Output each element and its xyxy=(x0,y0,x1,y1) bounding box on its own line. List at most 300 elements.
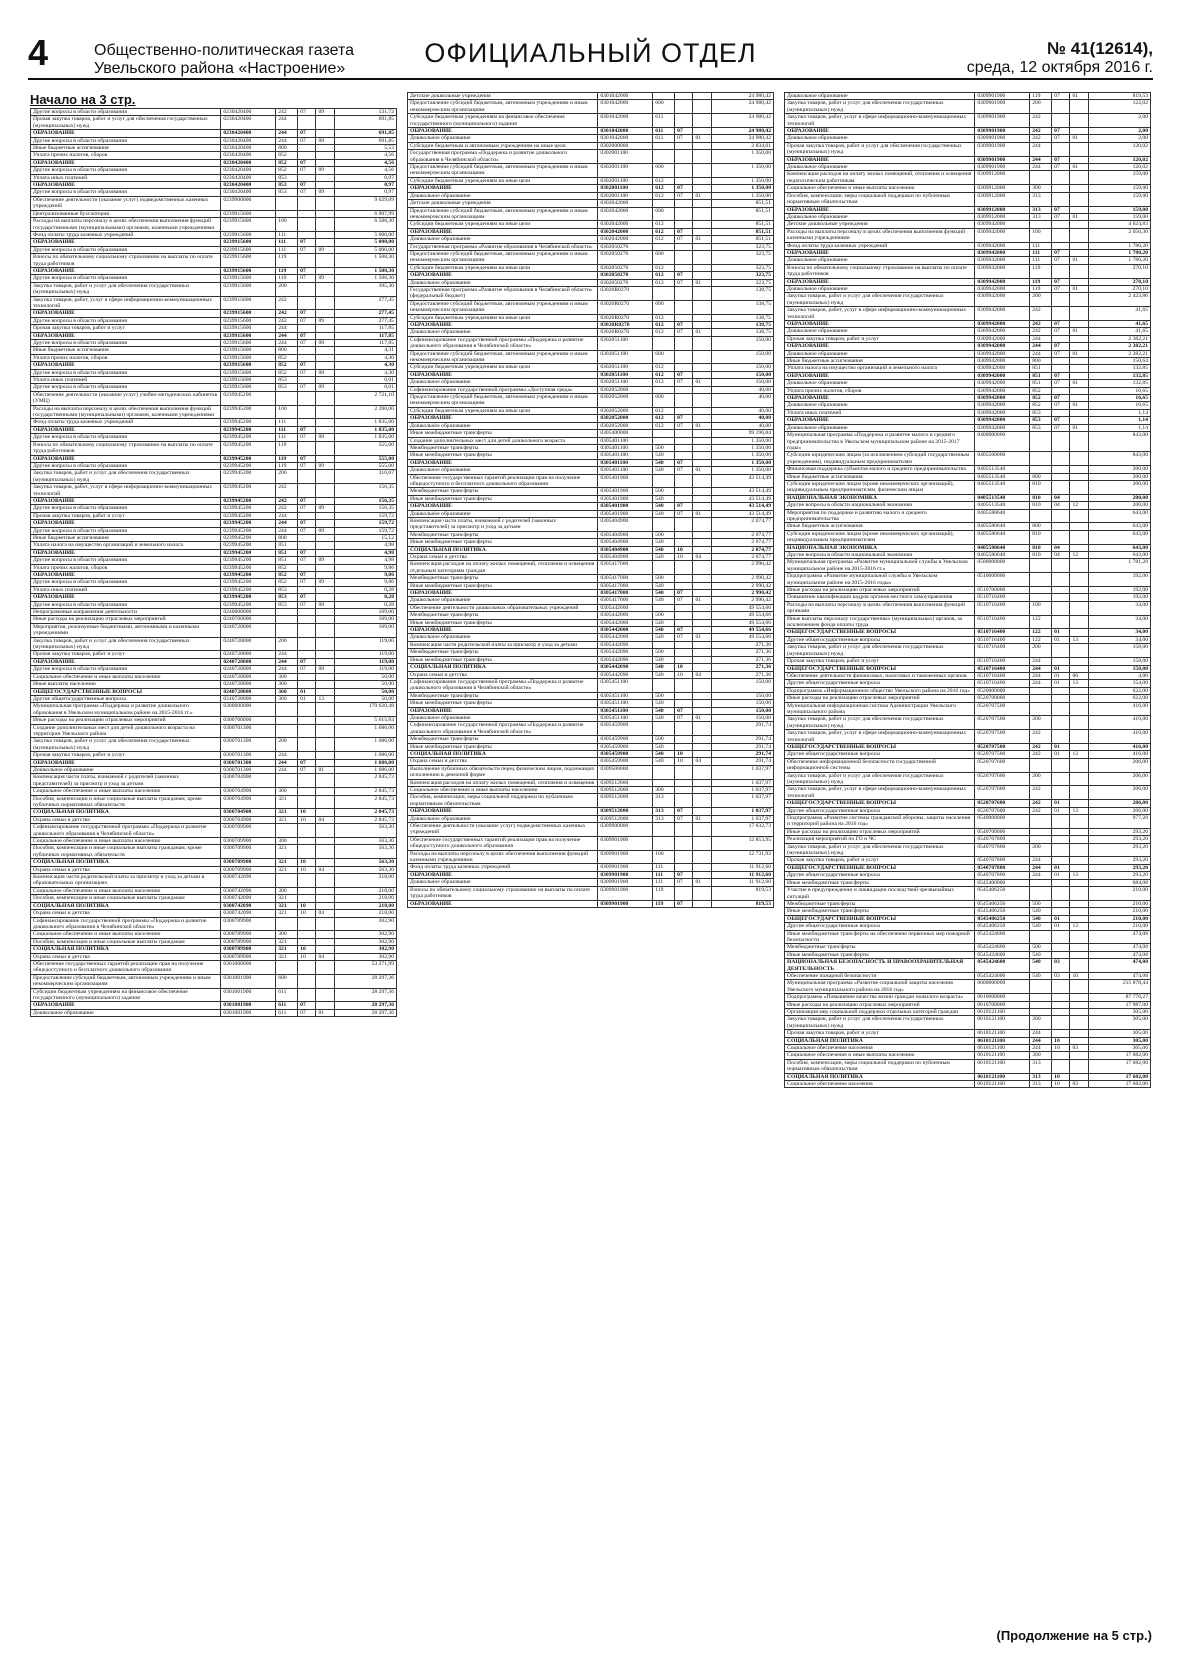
row-amount: 2 990,42 xyxy=(711,561,773,575)
row-amount: 0,01 xyxy=(334,377,396,384)
table-row xyxy=(31,579,397,586)
row-amount: 4 624,83 xyxy=(1088,221,1150,228)
row-code: 540 xyxy=(653,459,675,466)
table-row xyxy=(785,687,1151,694)
row-label: Дошкольное образование xyxy=(408,879,598,886)
row-code: 300 xyxy=(276,838,298,845)
row-code xyxy=(693,539,711,546)
row-amount: 643,00 xyxy=(1088,552,1150,559)
row-code: 313 xyxy=(653,794,675,808)
row-code: 07 xyxy=(298,462,316,469)
table-row xyxy=(785,372,1151,379)
row-label: Иные бюджетные ассигнования xyxy=(785,473,975,480)
row-label: Дошкольное образование xyxy=(408,467,598,474)
row-code: 119 xyxy=(276,462,298,469)
row-amount: 49 554,66 xyxy=(711,627,773,634)
row-label: Обеспечение государственных гарантий реализации прав на получение общедоступного и бесплатного дошкольного образования xyxy=(31,960,221,974)
row-code: 07 xyxy=(675,815,693,822)
table-row xyxy=(408,128,774,135)
table-row xyxy=(785,365,1151,372)
row-code: 244 xyxy=(1030,672,1052,679)
row-amount: 316,07 xyxy=(334,470,396,484)
row-code xyxy=(1070,644,1088,658)
row-label: Охрана семьи и детства xyxy=(31,953,221,960)
row-amount: 1 686,00 xyxy=(334,759,396,766)
row-code: 0405580640 xyxy=(975,523,1030,530)
row-code: 04 xyxy=(693,671,711,678)
table-row xyxy=(408,250,774,264)
row-code: 09 xyxy=(316,505,334,512)
row-label: Другие вопросы в области образования xyxy=(31,167,221,174)
row-amount: 17 682,00 xyxy=(1088,1081,1150,1088)
row-code: 0240728000 xyxy=(221,658,276,665)
row-code: 0239945200 xyxy=(221,527,276,534)
row-label: ОБРАЗОВАНИЕ xyxy=(31,549,221,556)
row-amount: 122,02 xyxy=(1088,100,1150,114)
row-code xyxy=(316,960,334,974)
row-code: 07 xyxy=(1052,321,1070,328)
table-row xyxy=(785,887,1151,901)
table-row xyxy=(31,902,397,909)
table-row xyxy=(785,185,1151,192)
row-amount: 4,31 xyxy=(334,347,396,354)
table-row xyxy=(785,432,1151,452)
row-code: 0239945200 xyxy=(221,564,276,571)
row-code xyxy=(693,364,711,371)
row-code: 0610121100 xyxy=(975,1073,1030,1080)
row-code: 01 xyxy=(1070,424,1088,431)
row-code xyxy=(1052,114,1070,128)
row-code xyxy=(1052,587,1070,594)
row-code: 540 xyxy=(653,510,675,517)
row-code: 0305404900 xyxy=(598,539,653,546)
row-code: 0305401900 xyxy=(598,510,653,517)
row-code xyxy=(1070,702,1088,716)
row-amount: 24 980,42 xyxy=(711,100,773,114)
row-amount: 0,28 xyxy=(334,594,396,601)
table-row xyxy=(408,743,774,750)
row-amount: 158,00 xyxy=(1088,658,1150,665)
row-code xyxy=(1070,587,1088,594)
row-label: Другие вопросы в области образования xyxy=(31,434,221,441)
row-code xyxy=(316,946,334,953)
row-code: 03020R0270 xyxy=(598,329,653,336)
row-code: 244 xyxy=(1030,335,1052,342)
row-code: 01 xyxy=(693,135,711,142)
row-code xyxy=(1052,908,1070,915)
row-code xyxy=(1052,980,1070,994)
table-row xyxy=(785,658,1151,665)
row-code xyxy=(675,444,693,451)
table-row xyxy=(408,671,774,678)
row-code: 01 xyxy=(693,634,711,641)
row-label: Прочая закупка товаров, работ и услуг xyxy=(31,512,221,519)
table-row xyxy=(31,887,397,894)
row-code xyxy=(1052,530,1070,544)
table-row xyxy=(785,1001,1151,1008)
row-code: 01 xyxy=(693,236,711,243)
row-code: 10 xyxy=(675,554,693,561)
row-code: 0300789900 xyxy=(221,953,276,960)
row-code: 242 xyxy=(1030,800,1052,807)
table-row xyxy=(408,452,774,459)
row-amount: 49 554,66 xyxy=(711,604,773,611)
table-row xyxy=(408,900,774,907)
row-label: Дошкольное образование xyxy=(408,422,598,429)
row-code: 07 xyxy=(675,597,693,604)
row-amount: 40,00 xyxy=(711,415,773,422)
row-code: 852 xyxy=(276,159,298,166)
row-code: 0301001900 xyxy=(221,1002,276,1009)
table-row xyxy=(31,325,397,332)
row-code xyxy=(675,221,693,228)
row-amount: 131,72 xyxy=(334,109,396,116)
row-code: 0540700000 xyxy=(975,828,1030,835)
row-code xyxy=(1052,615,1070,629)
row-code: 200 xyxy=(1030,100,1052,114)
row-code: 0309942000 xyxy=(975,424,1030,431)
row-amount: 200,00 xyxy=(1088,473,1150,480)
row-code xyxy=(693,750,711,757)
row-code: 0309912000 xyxy=(975,171,1030,185)
row-code xyxy=(316,310,334,317)
row-code: 13 xyxy=(1070,751,1088,758)
table-row xyxy=(31,419,397,426)
row-code xyxy=(1052,601,1070,615)
row-code: 321 xyxy=(276,895,298,902)
row-code xyxy=(675,394,693,408)
row-code xyxy=(276,917,298,931)
row-code xyxy=(1052,930,1070,944)
row-label: Другие вопросы в области образования xyxy=(31,601,221,608)
table-row xyxy=(785,672,1151,679)
row-code: 0239945200 xyxy=(221,505,276,512)
row-label: Муниципальная информационная система Администрации Увельского муниципального района xyxy=(785,702,975,716)
table-row xyxy=(408,185,774,192)
row-code: 0520707500 xyxy=(975,702,1030,716)
row-code: 313 xyxy=(1030,1059,1052,1073)
row-code: 244 xyxy=(276,340,298,347)
table-row xyxy=(31,470,397,484)
table-row xyxy=(31,788,397,795)
row-code: 540 xyxy=(653,627,675,634)
row-code: 119 xyxy=(276,455,298,462)
row-code xyxy=(1030,695,1052,702)
row-code: 0302052000 xyxy=(598,422,653,429)
row-label: Обеспечение государственных гарантий реализации прав на получение общедоступного дошкольного образования xyxy=(408,836,598,850)
page-number: 4 xyxy=(28,32,49,73)
row-code: 0230420400 xyxy=(221,130,276,137)
row-code: 0305442090 xyxy=(598,641,653,648)
row-code: 09 xyxy=(316,275,334,282)
table-row xyxy=(31,505,397,512)
row-label: Предоставление субсидий бюджетным, автономным учреждениям и иным некоммерческим организациям xyxy=(408,164,598,178)
row-code: 0305459900 xyxy=(598,736,653,743)
row-code: 111 xyxy=(276,231,298,238)
row-code xyxy=(675,641,693,648)
row-code xyxy=(653,779,675,786)
row-code: 0309901900 xyxy=(975,135,1030,142)
table-row xyxy=(408,634,774,641)
row-code xyxy=(298,681,316,688)
row-code xyxy=(693,430,711,437)
row-code xyxy=(675,678,693,692)
row-code: 0520700000 xyxy=(975,695,1030,702)
row-label: Дошкольное образование xyxy=(408,634,598,641)
row-code xyxy=(693,142,711,149)
row-code: 0301001900 xyxy=(221,1009,276,1016)
table-row xyxy=(785,716,1151,730)
row-code: 01 xyxy=(1070,380,1088,387)
row-code xyxy=(1070,523,1088,530)
row-amount: 132,85 xyxy=(1088,372,1150,379)
row-code xyxy=(1070,228,1088,242)
row-amount: 1 350,00 xyxy=(711,192,773,199)
row-code: 0305401100 xyxy=(598,452,653,459)
row-code: 540 xyxy=(653,750,675,757)
row-code: 10 xyxy=(298,866,316,873)
table-row xyxy=(785,249,1151,256)
table-row xyxy=(31,534,397,541)
row-code: 0545424600 xyxy=(975,959,1030,973)
row-label: Прочая закупка товаров, работ и услуг xyxy=(785,335,975,342)
row-amount: 2 990,42 xyxy=(711,590,773,597)
table-row xyxy=(408,236,774,243)
row-code: 0239915600 xyxy=(221,332,276,339)
row-amount: 416,00 xyxy=(1088,716,1150,730)
row-label: НАЦИОНАЛЬНАЯ ЭКОНОМИКА xyxy=(785,544,975,551)
row-code xyxy=(316,497,334,504)
row-code xyxy=(675,336,693,350)
row-code xyxy=(675,264,693,271)
row-label: ОБРАЗОВАНИЕ xyxy=(408,322,598,329)
row-code xyxy=(675,437,693,444)
row-code: 100 xyxy=(1030,228,1052,242)
row-code: 500 xyxy=(1030,900,1052,907)
row-code xyxy=(1070,959,1088,973)
row-code: 09 xyxy=(316,666,334,673)
row-code xyxy=(316,681,334,688)
row-code: 540 xyxy=(653,634,675,641)
row-code xyxy=(298,470,316,484)
table-row xyxy=(785,93,1151,100)
row-amount: 200,00 xyxy=(1088,466,1150,473)
row-code: 0309942000 xyxy=(975,335,1030,342)
row-code: 242 xyxy=(276,310,298,317)
row-amount: 819,53 xyxy=(1088,93,1150,100)
row-code: 0520000000 xyxy=(975,687,1030,694)
row-code: 01 xyxy=(1052,807,1070,814)
row-code xyxy=(276,717,298,724)
row-label: Дошкольное образование xyxy=(408,236,598,243)
row-code xyxy=(675,787,693,794)
table-row xyxy=(408,192,774,199)
row-amount: 34,00 xyxy=(1088,629,1150,636)
row-label: Другие вопросы в области образования xyxy=(31,462,221,469)
row-amount: 41,65 xyxy=(1088,328,1150,335)
table-row xyxy=(31,874,397,888)
row-amount: 200,00 xyxy=(1088,480,1150,494)
row-code: 0240728000 xyxy=(221,681,276,688)
table-row xyxy=(31,609,397,616)
table-row xyxy=(31,938,397,945)
budget-table-1 xyxy=(30,108,397,1017)
row-amount: 305,00 xyxy=(1088,1030,1150,1037)
row-code: 09 xyxy=(316,462,334,469)
table-row xyxy=(31,601,397,608)
section-title: ОФИЦИАЛЬНЫЙ ОТДЕЛ xyxy=(424,38,757,68)
row-code: 0302050270 xyxy=(598,264,653,271)
row-label: Другие вопросы в области образования xyxy=(31,666,221,673)
row-label: ОБРАЗОВАНИЕ xyxy=(408,128,598,135)
table-row xyxy=(31,1002,397,1009)
row-code xyxy=(1070,843,1088,857)
row-code xyxy=(1070,372,1088,379)
row-code: 0610121100 xyxy=(975,1030,1030,1037)
row-amount: 49 554,66 xyxy=(711,619,773,626)
row-code xyxy=(653,722,675,736)
row-label: Обеспечение деятельности (оказание услуг) учебно-методических кабинетов (УМЦ) xyxy=(31,391,221,405)
row-code: 0309901900 xyxy=(975,128,1030,135)
row-code xyxy=(653,430,675,437)
row-amount: 1 350,00 xyxy=(711,177,773,184)
row-code xyxy=(316,1002,334,1009)
table-row xyxy=(785,242,1151,249)
row-code xyxy=(693,503,711,510)
table-row xyxy=(408,714,774,721)
row-code xyxy=(1052,409,1070,416)
row-amount: 416,00 xyxy=(1088,751,1150,758)
row-amount: 1 350,00 xyxy=(711,437,773,444)
row-code: 07 xyxy=(1052,380,1070,387)
row-amount: 1 835,00 xyxy=(334,419,396,426)
row-code xyxy=(693,707,711,714)
row-code: 07 xyxy=(298,362,316,369)
table-row xyxy=(785,114,1151,128)
row-code xyxy=(1052,1052,1070,1059)
row-code: 612 xyxy=(653,236,675,243)
row-code: 0610121100 xyxy=(975,1037,1030,1044)
row-code xyxy=(1052,1030,1070,1037)
row-code: 07 xyxy=(298,267,316,274)
row-code: 07 xyxy=(298,527,316,534)
row-amount: 50,00 xyxy=(334,681,396,688)
row-code xyxy=(693,207,711,221)
row-code xyxy=(298,974,316,988)
row-code: 0510716400 xyxy=(975,658,1030,665)
row-label: Прочая закупка товаров, работ и услуг для обеспечения государственных (муниципальных) нужд xyxy=(31,116,221,130)
row-label: Обеспечение пожарной безопасности xyxy=(785,972,975,979)
row-label: Иные выплаты персоналу государственных (муниципальных) органов, за исключением фонда оплаты труда xyxy=(785,615,975,629)
row-label: Иные расходы на реализацию отраслевых мероприятий xyxy=(785,695,975,702)
table-row xyxy=(31,774,397,788)
row-code: 01 xyxy=(1070,93,1088,100)
row-code: 09 xyxy=(316,579,334,586)
row-code: 10 xyxy=(298,946,316,953)
row-amount: 302,90 xyxy=(334,938,396,945)
row-amount: 40,00 xyxy=(711,407,773,414)
row-label: Межбюджетные трансферты xyxy=(408,736,598,743)
table-row xyxy=(785,751,1151,758)
row-code xyxy=(675,495,693,502)
row-code xyxy=(1052,1001,1070,1008)
row-code xyxy=(1070,530,1088,544)
row-code xyxy=(1030,466,1052,473)
row-code xyxy=(298,419,316,426)
row-label: Подпрограмма «Информационное общество Увельского района на 2016 год» xyxy=(785,687,975,694)
row-label: Расходы на выплаты персоналу в целях обеспечения выполнения функций государственными (муниципальными) органами, казенными учреждениями xyxy=(31,405,221,419)
row-code: 853 xyxy=(276,601,298,608)
row-amount: 555,00 xyxy=(334,455,396,462)
row-code: 612 xyxy=(653,407,675,414)
row-code xyxy=(1070,142,1088,156)
row-amount: 1,14 xyxy=(1088,409,1150,416)
row-code xyxy=(298,917,316,931)
row-amount: 270,10 xyxy=(1088,278,1150,285)
table-row xyxy=(785,452,1151,466)
row-amount: 16,65 xyxy=(1088,402,1150,409)
row-label: ОБЩЕГОСУДАРСТВЕННЫЕ ВОПРОСЫ xyxy=(785,665,975,672)
row-code xyxy=(316,512,334,519)
table-row xyxy=(31,527,397,534)
row-code: 540 xyxy=(1030,915,1052,922)
row-code xyxy=(1070,887,1088,901)
row-amount: 120,02 xyxy=(1088,156,1150,163)
row-amount: 210,00 xyxy=(1088,887,1150,901)
row-code xyxy=(1070,1037,1088,1044)
row-amount: 206,00 xyxy=(1088,800,1150,807)
row-code xyxy=(693,452,711,459)
table-row xyxy=(785,307,1151,321)
row-code: 0302051100 xyxy=(598,350,653,364)
row-code: 01 xyxy=(298,695,316,702)
row-amount: 271,36 xyxy=(711,671,773,678)
table-row xyxy=(31,557,397,564)
row-code xyxy=(1070,171,1088,185)
row-code xyxy=(675,364,693,371)
row-code: 0300742090 xyxy=(221,902,276,909)
table-row xyxy=(31,917,397,931)
row-code xyxy=(653,561,675,575)
row-label: Дошкольное образование xyxy=(31,766,221,773)
row-code: 242 xyxy=(1030,751,1052,758)
row-label: Другие вопросы в области образования xyxy=(31,317,221,324)
row-label: ОБРАЗОВАНИЕ xyxy=(408,459,598,466)
row-code: 13 xyxy=(1070,807,1088,814)
row-code xyxy=(693,641,711,648)
row-amount: 271,36 xyxy=(711,641,773,648)
row-code xyxy=(1030,573,1052,587)
row-code: 09 xyxy=(316,246,334,253)
table-row xyxy=(31,137,397,144)
row-code: 0239915600 xyxy=(221,347,276,354)
row-code: 0239945200 xyxy=(221,549,276,556)
row-label: Компенсация части платы, взимаемой с родителей (законных представителей) за присмотр и уход за детьми xyxy=(31,774,221,788)
table-row xyxy=(785,100,1151,114)
row-code: 0545406250 xyxy=(975,887,1030,901)
row-code xyxy=(693,700,711,707)
row-code xyxy=(298,534,316,541)
row-code: 12 xyxy=(1070,502,1088,509)
row-code: 540 xyxy=(653,554,675,561)
row-code: 07 xyxy=(298,384,316,391)
row-amount: 34,00 xyxy=(1088,636,1150,643)
row-amount: 302,90 xyxy=(334,931,396,938)
row-code xyxy=(298,616,316,623)
row-code xyxy=(1070,544,1088,551)
row-code xyxy=(1070,1052,1088,1059)
row-label: ОБРАЗОВАНИЕ xyxy=(408,707,598,714)
